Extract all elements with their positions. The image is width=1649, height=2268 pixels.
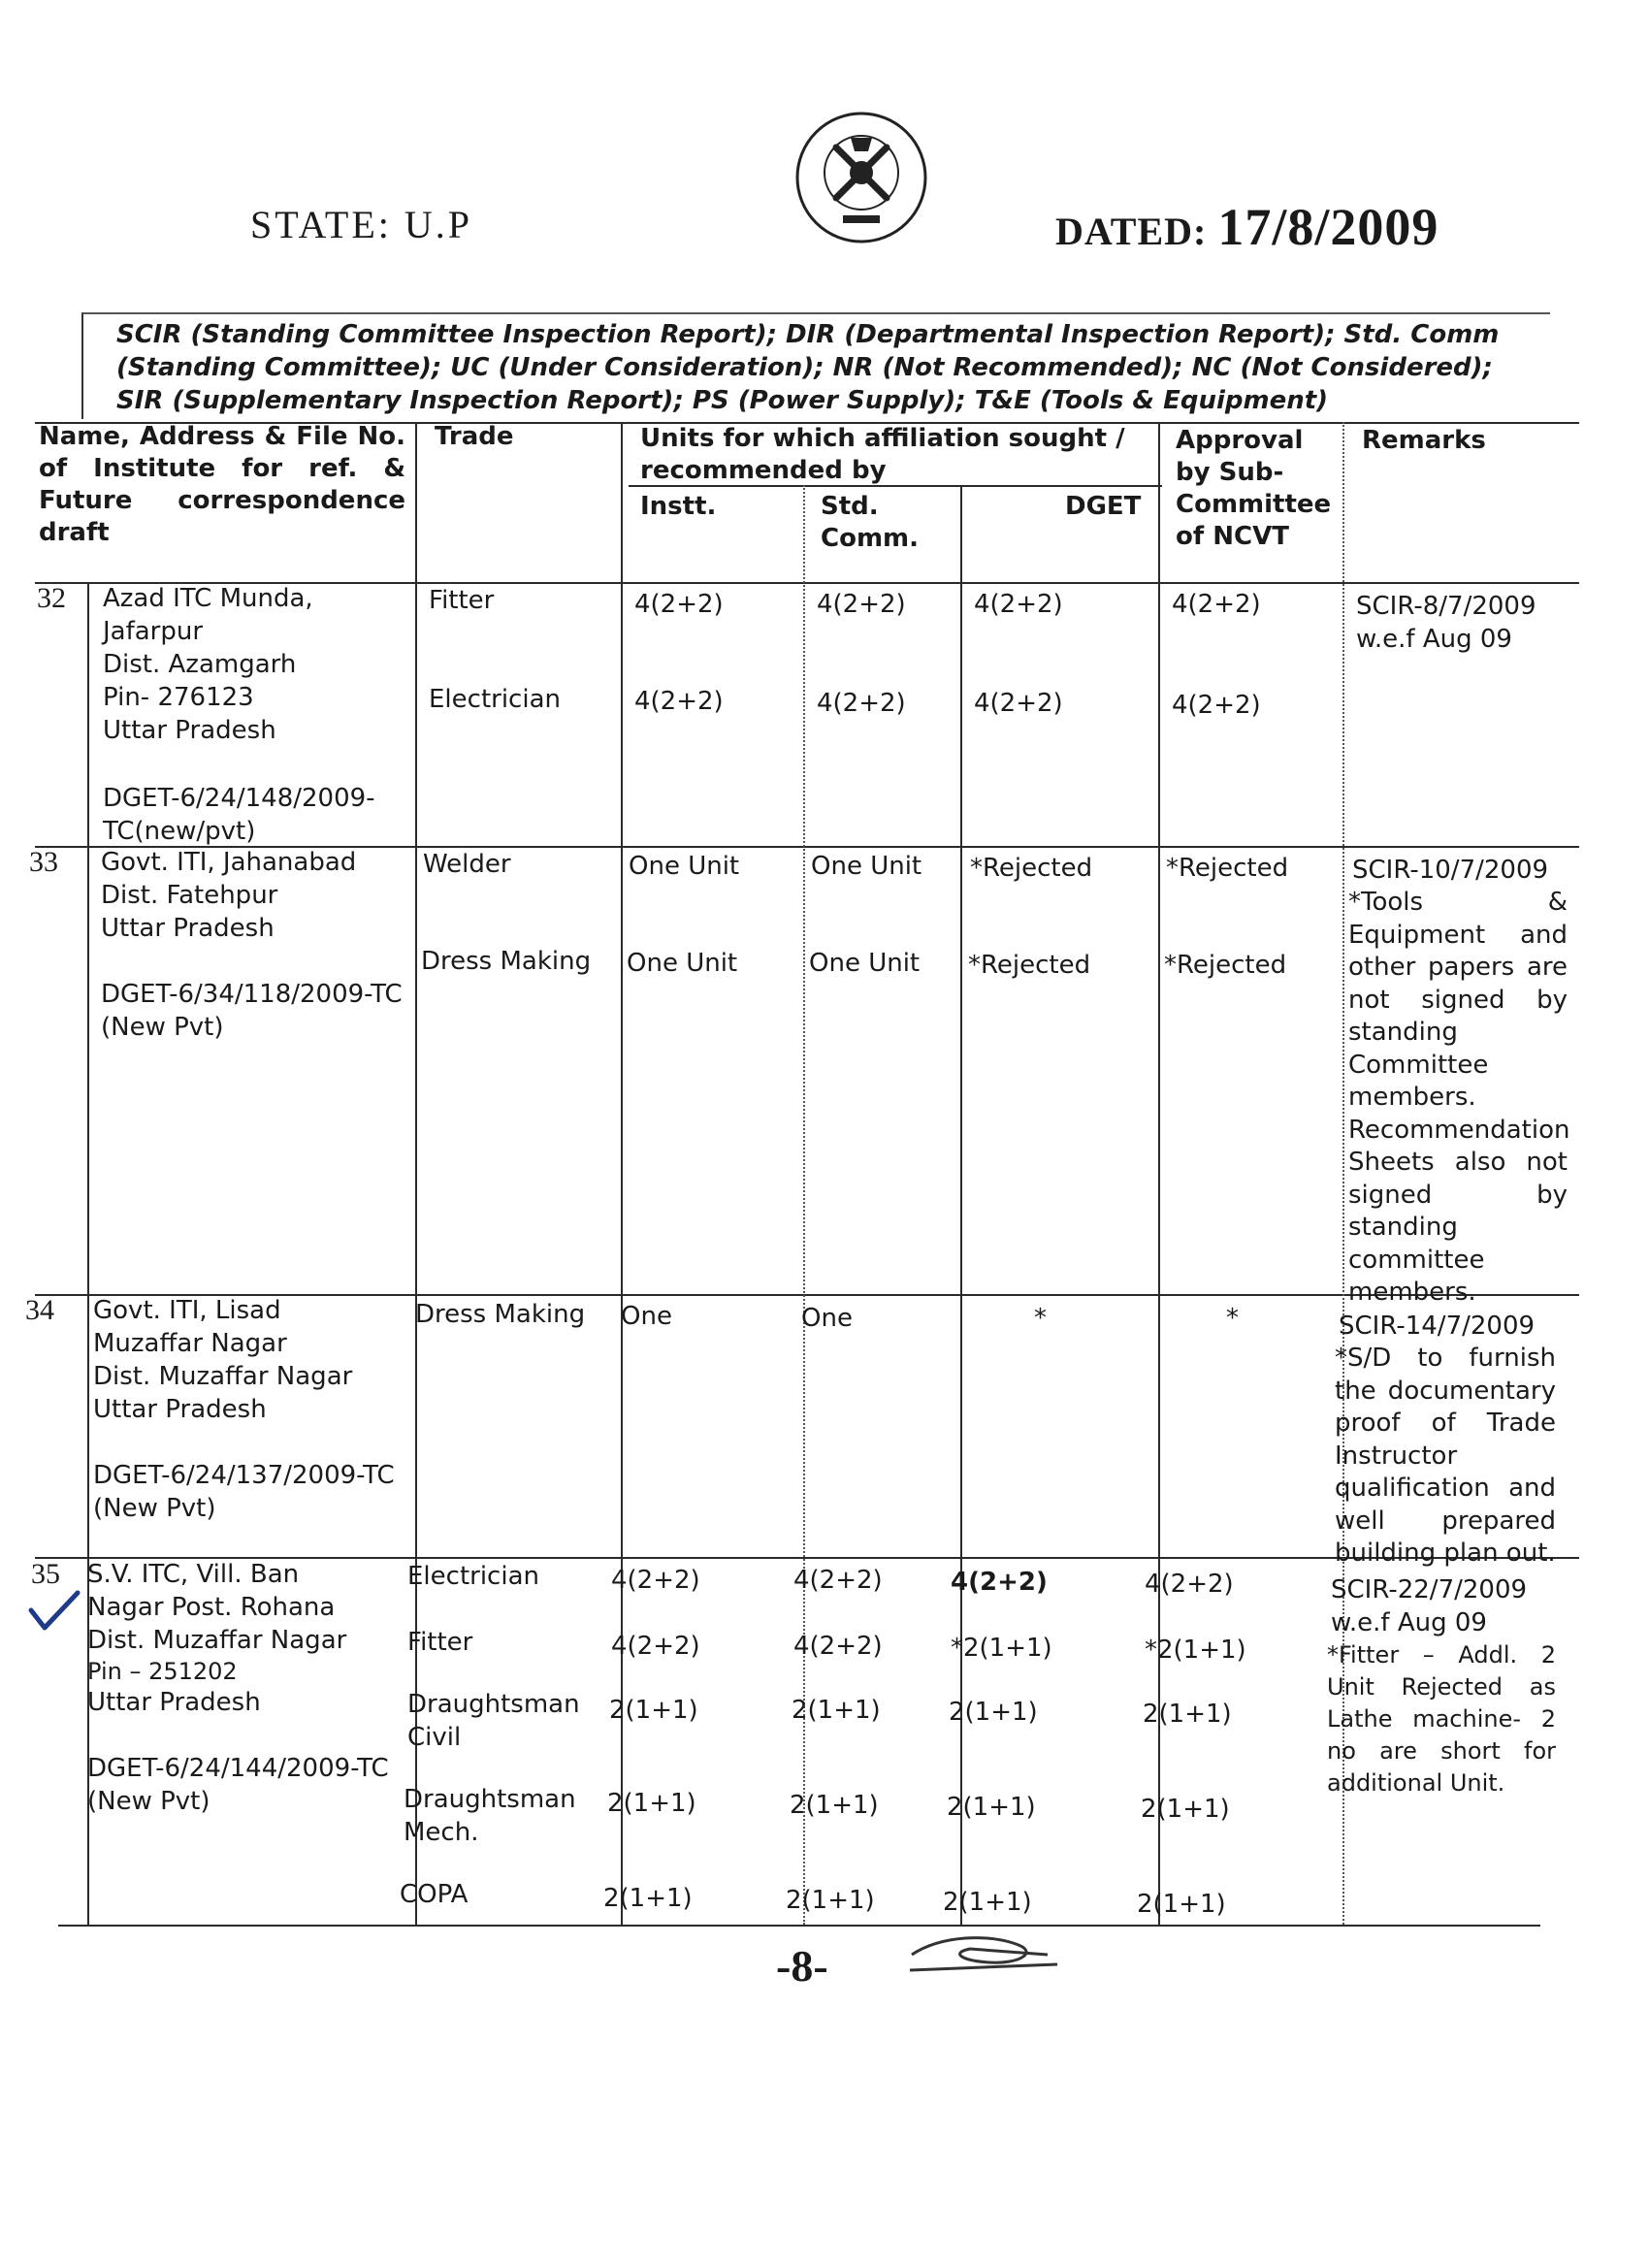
file-number: (New Pvt) bbox=[87, 1787, 210, 1816]
check-mark-icon bbox=[27, 1589, 81, 1637]
remarks-line: w.e.f Aug 09 bbox=[1331, 1608, 1487, 1637]
header-dget: DGET bbox=[1065, 492, 1142, 521]
units-instt: 2(1+1) bbox=[603, 1884, 693, 1913]
address-line: Uttar Pradesh bbox=[93, 1395, 267, 1424]
trade-name: Fitter bbox=[407, 1628, 473, 1657]
trade-name: Dress Making bbox=[421, 947, 592, 976]
units-dget: *Rejected bbox=[970, 854, 1093, 883]
header-std-comm: Std. Comm. bbox=[821, 492, 920, 553]
file-number: DGET-6/24/144/2009-TC bbox=[87, 1754, 389, 1783]
trade-name: Draughtsman Mech. bbox=[404, 1785, 576, 1847]
header-name: Name, Address & File No. of Institute for ref. & Future correspondence draft bbox=[39, 422, 405, 547]
trade-name: COPA bbox=[400, 1880, 469, 1909]
units-std-comm: 4(2+2) bbox=[817, 689, 906, 718]
units-std-comm: 4(2+2) bbox=[793, 1632, 883, 1661]
header-trade: Trade bbox=[435, 422, 514, 451]
units-approval: 4(2+2) bbox=[1172, 691, 1261, 720]
units-dget: 2(1+1) bbox=[943, 1888, 1032, 1917]
file-number: DGET-6/34/118/2009-TC bbox=[101, 980, 403, 1009]
remarks-line: SCIR-8/7/2009 bbox=[1356, 592, 1536, 621]
address-line: Govt. ITI, Jahanabad bbox=[101, 848, 357, 877]
address-line: Azad ITC Munda, bbox=[103, 584, 313, 613]
trade-name: Electrician bbox=[429, 685, 561, 714]
address-line: Dist. Azamgarh bbox=[103, 650, 297, 679]
row-number: 34 bbox=[25, 1294, 54, 1326]
units-instt: 4(2+2) bbox=[611, 1632, 700, 1661]
address-line: Muzaffar Nagar bbox=[93, 1329, 287, 1358]
units-instt: 4(2+2) bbox=[634, 590, 724, 619]
units-approval: *Rejected bbox=[1166, 854, 1289, 883]
address-line: Jafarpur bbox=[103, 617, 204, 646]
remarks-note: *Tools & Equipment and other papers are not signed by standing Committee members. Recommendation Sheets also not signed by standing committee members. bbox=[1348, 888, 1570, 1307]
units-std-comm: One Unit bbox=[811, 852, 922, 881]
header-remarks: Remarks bbox=[1362, 426, 1486, 455]
units-std-comm: 4(2+2) bbox=[817, 590, 906, 619]
units-dget: *2(1+1) bbox=[951, 1634, 1052, 1663]
dated-value: 17/8/2009 bbox=[1217, 198, 1439, 256]
units-std-comm: 4(2+2) bbox=[793, 1566, 883, 1595]
row-number: 33 bbox=[29, 846, 58, 878]
file-number: (New Pvt) bbox=[93, 1494, 216, 1523]
units-std-comm: 2(1+1) bbox=[792, 1696, 881, 1725]
remarks-note: *Fitter – Addl. 2 Unit Rejected as Lathe machine- 2 no are short for additional Unit. bbox=[1327, 1641, 1556, 1797]
units-dget: *Rejected bbox=[968, 951, 1091, 980]
units-dget: * bbox=[1034, 1304, 1047, 1333]
legend-text: SCIR (Standing Committee Inspection Report); DIR (Departmental Inspection Report); Std. Comm (Standing Committee); UC (Under Consideration); NR (Not Recommended); NC (Not Considered); SIR (Supplementary Inspection Report); PS (Power Supply); T&E (Tools & Equipment) bbox=[116, 320, 1500, 415]
units-approval: *2(1+1) bbox=[1145, 1636, 1246, 1665]
remarks-line: SCIR-22/7/2009 bbox=[1331, 1575, 1528, 1604]
address-line: Uttar Pradesh bbox=[103, 716, 276, 745]
remarks-line: w.e.f Aug 09 bbox=[1356, 625, 1512, 654]
header-instt: Instt. bbox=[640, 492, 717, 521]
units-instt: 4(2+2) bbox=[634, 687, 724, 716]
dated-prefix: DATED: bbox=[1055, 210, 1208, 253]
units-instt: One Unit bbox=[629, 852, 740, 881]
row-number: 32 bbox=[37, 582, 66, 614]
address-line: Uttar Pradesh bbox=[101, 914, 275, 943]
units-std-comm: 2(1+1) bbox=[786, 1886, 875, 1915]
trade-name: Dress Making bbox=[415, 1300, 586, 1329]
file-number: (New Pvt) bbox=[101, 1013, 224, 1042]
header-approval: Approval by Sub-Committee of NCVT bbox=[1176, 426, 1332, 551]
units-std-comm: One bbox=[801, 1304, 853, 1333]
units-dget: 2(1+1) bbox=[949, 1698, 1038, 1727]
units-approval: 2(1+1) bbox=[1137, 1890, 1226, 1919]
address-line: Uttar Pradesh bbox=[87, 1688, 261, 1717]
units-approval: *Rejected bbox=[1164, 951, 1287, 980]
units-instt: 2(1+1) bbox=[607, 1789, 696, 1818]
address-line: Dist. Muzaffar Nagar bbox=[93, 1362, 353, 1391]
trade-name: Welder bbox=[423, 850, 511, 879]
trade-name: Draughtsman Civil bbox=[407, 1690, 580, 1752]
file-number: DGET-6/24/148/2009- bbox=[103, 784, 375, 813]
units-instt: 2(1+1) bbox=[609, 1696, 698, 1725]
header-units: Units for which affiliation sought / recommended by bbox=[640, 424, 1125, 485]
units-approval: 2(1+1) bbox=[1143, 1700, 1232, 1729]
units-dget: 2(1+1) bbox=[947, 1793, 1036, 1822]
remarks-line: SCIR-10/7/2009 bbox=[1352, 856, 1549, 885]
remarks-line: SCIR-14/7/2009 bbox=[1339, 1312, 1536, 1341]
address-line: S.V. ITC, Vill. Ban bbox=[87, 1560, 300, 1589]
file-number: TC(new/pvt) bbox=[103, 817, 256, 846]
row-number: 35 bbox=[31, 1558, 60, 1590]
address-line: Govt. ITI, Lisad bbox=[93, 1296, 281, 1325]
units-approval: 4(2+2) bbox=[1145, 1570, 1234, 1599]
remarks-note: *S/D to furnish the documentary proof of Trade Instructor qualification and well prepared building plan out. bbox=[1335, 1344, 1556, 1568]
units-approval: 4(2+2) bbox=[1172, 590, 1261, 619]
units-dget: 4(2+2) bbox=[974, 590, 1063, 619]
page-number: -8- bbox=[776, 1941, 828, 1991]
units-std-comm: 2(1+1) bbox=[790, 1791, 879, 1820]
units-dget: 4(2+2) bbox=[951, 1568, 1048, 1597]
state-label: STATE: U.P bbox=[250, 203, 473, 246]
address-line: Pin – 251202 bbox=[87, 1658, 238, 1685]
trade-name: Electrician bbox=[407, 1562, 539, 1591]
address-line: Pin- 276123 bbox=[103, 683, 254, 712]
address-line: Nagar Post. Rohana bbox=[87, 1593, 336, 1622]
units-instt: One bbox=[621, 1302, 672, 1331]
file-number: DGET-6/24/137/2009-TC bbox=[93, 1461, 395, 1490]
signature-mark bbox=[902, 1926, 1067, 1993]
units-std-comm: One Unit bbox=[809, 949, 921, 978]
units-approval: * bbox=[1226, 1304, 1239, 1333]
trade-name: Fitter bbox=[429, 586, 495, 615]
address-line: Dist. Fatehpur bbox=[101, 881, 278, 910]
address-line: Dist. Muzaffar Nagar bbox=[87, 1626, 347, 1655]
units-approval: 2(1+1) bbox=[1141, 1795, 1230, 1824]
units-dget: 4(2+2) bbox=[974, 689, 1063, 718]
units-instt: 4(2+2) bbox=[611, 1566, 700, 1595]
units-instt: One Unit bbox=[627, 949, 738, 978]
